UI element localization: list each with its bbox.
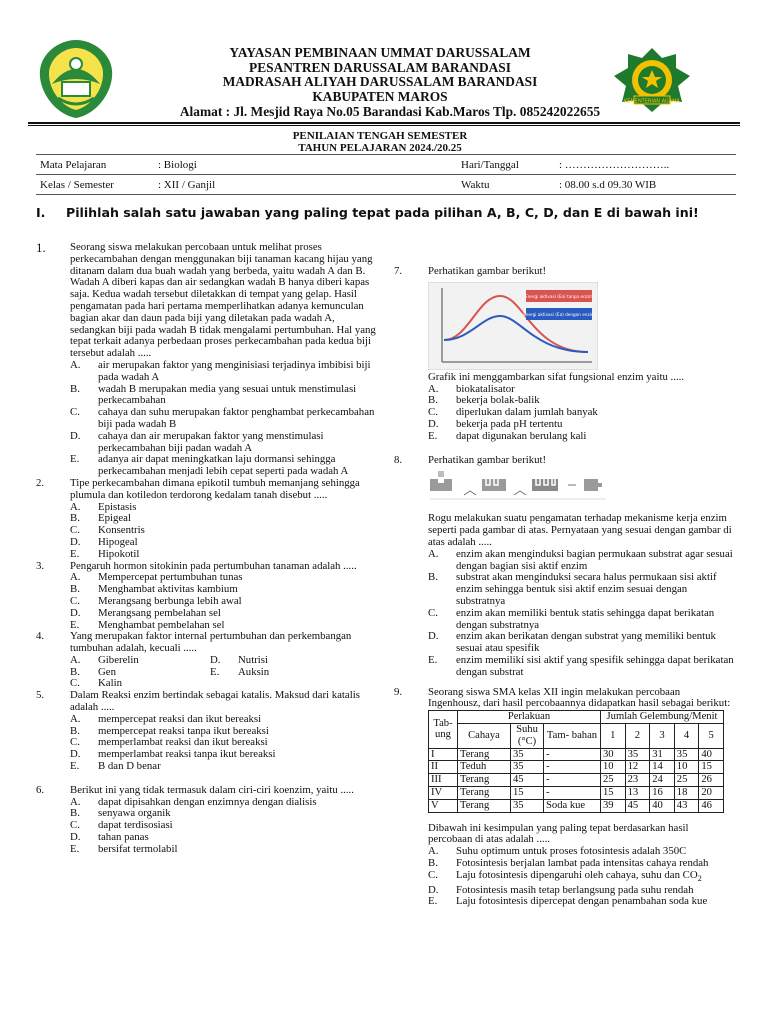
- option-d[interactable]: [70, 431, 376, 455]
- option-e[interactable]: [428, 896, 734, 908]
- table-cell: 23: [625, 774, 650, 787]
- option-letter: D.: [70, 429, 81, 442]
- option-text: enzim akan memiliki bentuk statis sehingga dapat berikatan dengan substratnya: [456, 606, 715, 631]
- table-cell: 14: [650, 761, 675, 774]
- question-number: 1.: [36, 240, 46, 255]
- table-cell: 10: [674, 761, 699, 774]
- table-cell: III: [429, 774, 458, 787]
- school-header: [140, 46, 620, 104]
- table-cell: Terang: [458, 748, 511, 761]
- table-cell: -: [544, 774, 601, 787]
- table-cell: 35: [511, 761, 544, 774]
- option-text: Auksin: [238, 665, 270, 678]
- table-cell: 20: [699, 786, 724, 799]
- section-text: Pilihlah salah satu jawaban yang paling tepat pada pilihan A, B, C, D, dan E di bawah ini!: [66, 205, 699, 220]
- table-cell: 35: [625, 748, 650, 761]
- table-header-row: [429, 723, 724, 748]
- option-d[interactable]: [428, 631, 734, 655]
- table-cell: 15: [601, 786, 626, 799]
- table-cell: 45: [625, 799, 650, 812]
- header-col-1: 1: [601, 723, 626, 748]
- subject-label: Mata Pelajaran: [36, 155, 154, 175]
- day-label: Hari/Tanggal: [457, 155, 555, 175]
- option-letter: A.: [428, 382, 439, 395]
- question-text: Tipe perkecambahan dimana epikotil tumbuh memanjang sehingga plumula dan kotiledon terdorong kedalam tanah disebut .....: [70, 476, 360, 501]
- option-letter: E.: [70, 618, 80, 631]
- option-letter: D.: [428, 630, 439, 643]
- table-cell: Soda kue: [544, 799, 601, 812]
- option-text: Hipogeal: [98, 535, 138, 548]
- question-8: [394, 455, 734, 679]
- class-label: Kelas / Semester: [36, 175, 154, 195]
- table-cell: 24: [650, 774, 675, 787]
- question-1: [36, 242, 376, 478]
- table-header-row: [429, 711, 724, 724]
- question-number: 5.: [36, 689, 45, 702]
- header-foundation: YAYASAN PEMBINAAN UMMAT DARUSSALAM: [229, 45, 531, 60]
- option-letter: B.: [70, 512, 80, 525]
- table-cell: 43: [674, 799, 699, 812]
- table-cell: 35: [511, 748, 544, 761]
- question-text: Pengaruh hormon sitokinin pada pertumbuhan tanaman adalah .....: [70, 559, 357, 572]
- option-letter: B.: [70, 724, 80, 737]
- school-logo: [32, 34, 120, 122]
- option-text: Merangsang berbunga lebih awal: [98, 594, 242, 607]
- option-letter: B.: [70, 665, 80, 678]
- question-number: 7.: [394, 265, 403, 277]
- option-text: Hipokotil: [98, 547, 140, 560]
- option-col: [210, 655, 350, 690]
- option-letter: B.: [70, 807, 80, 820]
- option-a[interactable]: [70, 360, 376, 384]
- table-row: [429, 786, 724, 799]
- option-grid: [36, 655, 376, 690]
- option-text: Epistasis: [98, 500, 137, 513]
- table-cell: 35: [674, 748, 699, 761]
- table-row: [429, 799, 724, 812]
- option-letter: C.: [428, 868, 438, 881]
- option-c[interactable]: [428, 608, 734, 632]
- option-letter: E.: [70, 760, 80, 773]
- option-letter: E.: [428, 653, 438, 666]
- class-value: : XII / Ganjil: [154, 175, 457, 195]
- option-text: enzim akan menginduksi bagian permukaan substrat agar sesuai dengan bagian sisi aktif enzim: [456, 547, 733, 572]
- question-7: [394, 266, 734, 443]
- option-text: Epigeal: [98, 512, 131, 525]
- header-col-4: 4: [674, 723, 699, 748]
- subscript: 2: [697, 873, 702, 883]
- header-suhu: Suhu (°C): [511, 723, 544, 748]
- option-letter: B.: [70, 583, 80, 596]
- option-b[interactable]: [70, 384, 376, 408]
- table-cell: 12: [625, 761, 650, 774]
- option-text: air merupakan faktor yang menginisiasi terjadinya imbibisi biji pada wadah A: [98, 358, 371, 383]
- header-perlakuan: Perlakuan: [458, 711, 601, 724]
- question-text-2: Dibawah ini kesimpulan yang paling tepat berdasarkan hasil percobaan di atas adalah .....: [428, 821, 689, 846]
- header-pesantren: PESANTREN DARUSSALAM BARANDASI: [249, 59, 511, 75]
- table-cell: 39: [601, 799, 626, 812]
- table-cell: 16: [650, 786, 675, 799]
- question-number: 9.: [394, 685, 403, 698]
- question-text: Yang merupakan faktor internal pertumbuhan dan perkembangan tumbuhan adalah, kecuali .....: [70, 630, 352, 655]
- table-cell: Terang: [458, 774, 511, 787]
- table-cell: Terang: [458, 786, 511, 799]
- table-cell: 30: [601, 748, 626, 761]
- question-text: Dalam Reaksi enzim bertindak sebagai katalis. Maksud dari katalis adalah .....: [70, 689, 360, 714]
- option-text: Menghambat aktivitas kambium: [98, 583, 238, 596]
- table-cell: 40: [650, 799, 675, 812]
- table-cell: 13: [625, 786, 650, 799]
- header-divider: [28, 122, 740, 124]
- option-letter: B.: [428, 856, 438, 869]
- question-number: 4.: [36, 630, 45, 643]
- table-row: [429, 774, 724, 787]
- table-cell: Terang: [458, 799, 511, 812]
- header-col-5: 5: [699, 723, 724, 748]
- graph-label-without-enzyme: Energi aktivasi (Ea) tanpa enzim: [524, 293, 594, 299]
- option-letter: E.: [70, 842, 80, 855]
- ingenhousz-table: [428, 710, 724, 812]
- header-divider-thin: [28, 125, 740, 126]
- enzyme-mechanism-figure: [428, 469, 608, 507]
- option-text: B dan D benar: [98, 760, 161, 773]
- option-text: dapat dipisahkan dengan enzimnya dengan dialisis: [98, 795, 317, 808]
- option-e[interactable]: [210, 667, 350, 679]
- option-text: Fotosintesis berjalan lambat pada intensitas cahaya rendah: [456, 856, 709, 869]
- option-text: wadah B merupakan media yang sesuai untuk menstimulasi perkecambahan: [98, 382, 357, 407]
- question-text-2: Rogu melakukan suatu pengamatan terhadap mekanisme kerja enzim seperti pada gambar di atas. Pernyataan yang sesuai dengan gambar di atas adalah .....: [428, 512, 732, 548]
- option-text: adanya air dapat meningkatkan laju dormansi sehingga perkecambahan menjadi lebih cepat seperti pada wadah A: [98, 453, 349, 478]
- graph-label-with-enzyme: Energi aktivasi (Ea) dengan enzim: [523, 311, 595, 317]
- option-text: memperlambat reaksi dan ikut bereaksi: [98, 736, 268, 749]
- option-letter: E.: [428, 429, 438, 442]
- question-text: Perhatikan gambar berikut!: [428, 453, 547, 466]
- option-letter: A.: [428, 845, 439, 858]
- option-letter: A.: [70, 358, 81, 371]
- question-2: [36, 478, 376, 561]
- table-cell: IV: [429, 786, 458, 799]
- option-letter: B.: [428, 571, 438, 584]
- option-letter: E.: [70, 547, 80, 560]
- question-3: [36, 561, 376, 632]
- day-value: : ………………………..: [555, 155, 736, 175]
- question-text: Perhatikan gambar berikut!: [428, 265, 547, 277]
- option-e[interactable]: [428, 655, 734, 679]
- table-cell: II: [429, 761, 458, 774]
- table-cell: 25: [601, 774, 626, 787]
- option-letter: A.: [70, 712, 81, 725]
- option-letter: D.: [70, 748, 81, 761]
- option-text: dapat digunakan berulang kali: [456, 429, 587, 442]
- option-letter: A.: [70, 500, 81, 513]
- question-number: 3.: [36, 559, 45, 572]
- subject-value: : Biologi: [154, 155, 457, 175]
- option-text: tahan panas: [98, 831, 149, 844]
- option-e[interactable]: [70, 454, 376, 478]
- option-text: bersifat termolabil: [98, 842, 178, 855]
- option-text: enzim memiliki sisi aktif yang spesifik sehingga dapat berikatan dengan substrat: [456, 653, 734, 678]
- header-regency: KABUPATEN MAROS: [312, 88, 448, 104]
- table-cell: 40: [699, 748, 724, 761]
- option-text: biokatalisator: [456, 382, 515, 395]
- option-text: Gen: [98, 665, 116, 678]
- option-e[interactable]: [428, 431, 734, 443]
- option-letter: A.: [70, 653, 81, 666]
- option-e[interactable]: [70, 844, 376, 856]
- table-cell: -: [544, 748, 601, 761]
- enzyme-energy-graph: [428, 282, 598, 370]
- option-letter: C.: [70, 819, 80, 832]
- option-b[interactable]: [70, 667, 210, 679]
- option-text: memperlambat reaksi tanpa ikut bereaksi: [98, 748, 276, 761]
- option-letter: D.: [70, 831, 81, 844]
- table-cell: Teduh: [458, 761, 511, 774]
- section-number: I.: [36, 205, 46, 220]
- info-row: [36, 155, 736, 175]
- option-text: Konsentris: [98, 524, 145, 537]
- option-c[interactable]: [428, 870, 734, 885]
- exam-name: PENILAIAN TENGAH SEMESTER: [292, 130, 468, 142]
- table-row: [429, 748, 724, 761]
- section-instruction: [36, 206, 736, 220]
- option-letter: D.: [428, 883, 439, 896]
- option-a[interactable]: [428, 549, 734, 573]
- question-number: 8.: [394, 453, 403, 466]
- option-letter: E.: [210, 665, 220, 678]
- option-letter: C.: [70, 594, 80, 607]
- school-address: Alamat : Jl. Mesjid Raya No.05 Barandasi Kab.Maros Tlp. 085242022655: [179, 104, 601, 119]
- option-letter: C.: [70, 736, 80, 749]
- header-jumlah: Jumlah Gelembung/Menit: [601, 711, 724, 724]
- option-col: [70, 655, 210, 690]
- table-cell: 10: [601, 761, 626, 774]
- table-cell: 18: [674, 786, 699, 799]
- option-letter: D.: [70, 535, 81, 548]
- option-text: mempercepat reaksi tanpa ikut bereaksi: [98, 724, 269, 737]
- table-cell: 15: [511, 786, 544, 799]
- option-text: dapat terdisosiasi: [98, 819, 173, 832]
- ministry-logo-text: KEMENTERIAN AGAMA: [624, 98, 680, 105]
- option-text: Giberelin: [98, 653, 139, 666]
- option-letter: C.: [428, 406, 438, 419]
- option-text: Laju fotosintesis dipengaruhi oleh cahaya, suhu dan CO: [456, 868, 698, 881]
- question-number: 2.: [36, 476, 45, 489]
- option-letter: E.: [428, 895, 438, 908]
- header-tambahan: Tam- bahan: [544, 723, 601, 748]
- option-c[interactable]: [70, 407, 376, 431]
- option-d[interactable]: [210, 655, 350, 667]
- exam-year: TAHUN PELAJARAN 2024./20.25: [298, 142, 462, 154]
- option-text: enzim akan berikatan dengan substrat yang memiliki bentuk sesuai atau spesifik: [456, 630, 716, 655]
- option-letter: B.: [428, 394, 438, 407]
- option-text: substrat akan menginduksi secara halus permukaan sisi aktif enzim sehingga bentuk sisi aktif enzim sesuai dengan substratnya: [456, 571, 717, 607]
- table-cell: -: [544, 761, 601, 774]
- option-text: bekerja bolak-balik: [456, 394, 540, 407]
- table-cell: V: [429, 799, 458, 812]
- option-text: Suhu optimum untuk proses fotosintesis adalah 350C: [456, 845, 687, 858]
- table-cell: 46: [699, 799, 724, 812]
- option-text: Kalin: [98, 677, 122, 690]
- option-letter: E.: [70, 453, 80, 466]
- table-cell: I: [429, 748, 458, 761]
- option-letter: A.: [428, 547, 439, 560]
- option-letter: D.: [210, 653, 221, 666]
- option-letter: C.: [428, 606, 438, 619]
- question-number: 6.: [36, 783, 45, 796]
- option-text: bekerja pada pH tertentu: [456, 417, 563, 430]
- table-cell: 25: [674, 774, 699, 787]
- option-e[interactable]: [70, 761, 376, 773]
- option-letter: B.: [70, 382, 80, 395]
- option-text: cahaya dan suhu merupakan faktor penghambat perkecambahan biji pada wadah B: [98, 406, 375, 430]
- option-text: diperlukan dalam jumlah banyak: [456, 406, 598, 419]
- option-letter: D.: [70, 606, 81, 619]
- table-cell: 45: [511, 774, 544, 787]
- question-5: [36, 690, 376, 773]
- table-cell: 35: [511, 799, 544, 812]
- option-text: mempercepat reaksi dan ikut bereaksi: [98, 712, 262, 725]
- option-text: Menghambat pembelahan sel: [98, 618, 225, 631]
- option-letter: C.: [70, 406, 80, 419]
- question-text: Seorang siswa SMA kelas XII ingin melakukan percobaan Ingenhousz, dari hasil percobaannya didapatkan hasil sebagai berikut:: [428, 685, 731, 710]
- header-madrasah: MADRASAH ALIYAH DARUSSALAM BARANDASI: [222, 74, 538, 90]
- option-text: Merangsang pembelahan sel: [98, 606, 221, 619]
- exam-title: [140, 130, 620, 154]
- table-cell: 15: [699, 761, 724, 774]
- exam-info-table: [36, 154, 736, 195]
- header-tabung: Tab- ung: [429, 711, 458, 748]
- table-row: [429, 761, 724, 774]
- option-letter: C.: [70, 677, 80, 690]
- option-a[interactable]: [70, 655, 210, 667]
- header-col-2: 2: [625, 723, 650, 748]
- option-letter: D.: [428, 417, 439, 430]
- header-col-3: 3: [650, 723, 675, 748]
- table-body: [429, 748, 724, 812]
- table-cell: 26: [699, 774, 724, 787]
- option-letter: A.: [70, 795, 81, 808]
- table-cell: -: [544, 786, 601, 799]
- question-4: [36, 631, 376, 690]
- option-text: cahaya dan air merupakan faktor yang menstimulasi perkecambahan biji padan wadah A: [98, 429, 324, 454]
- time-label: Waktu: [457, 175, 555, 195]
- info-row: [36, 175, 736, 195]
- question-text: Seorang siswa melakukan percobaan untuk melihat proses perkecambahan dengan menggunakan biji tanaman kacang hijau yang ditanam dalam dua buah wadah yang berbeda, yaitu wadah A dan B. Wadah A diberi kapas dan air sedangkan wadah B hanya diberi kapas saja. Kedua wadah tersebut diletakkan di tempat yang gelap. Hasil pengamatan pada hari pertama memperlihatkan adanya kemunculan bagian akar dan daun pada biji yang diletakan pada wadah A, sedangkan biji pada wadah B tidak mengalami pertumbuhan. Hal yang tepat terkait adanya perbedaan proses perkecambahan pada kedua biji tersebut adalah .....: [70, 241, 376, 360]
- question-9: [394, 687, 734, 909]
- option-text: Mempercepat pertumbuhan tunas: [98, 571, 243, 584]
- option-e[interactable]: [70, 549, 376, 561]
- question-text-2: Grafik ini menggambarkan sifat fungsional enzim yaitu .....: [428, 370, 685, 383]
- time-value: : 08.00 s.d 09.30 WIB: [555, 175, 736, 195]
- option-text: senyawa organik: [98, 807, 171, 820]
- option-text: Nutrisi: [238, 653, 268, 666]
- option-letter: C.: [70, 524, 80, 537]
- option-text: Fotosintesis masih tetap berlangsung pada suhu rendah: [456, 883, 694, 896]
- left-column: [36, 242, 376, 856]
- question-6: [36, 785, 376, 856]
- question-text: Berikut ini yang tidak termasuk dalam ciri-ciri koenzim, yaitu .....: [70, 783, 354, 796]
- option-text: Laju fotosintesis dipercepat dengan penambahan soda kue: [456, 895, 708, 908]
- right-column: [394, 266, 734, 908]
- option-b[interactable]: [428, 572, 734, 607]
- table-cell: 31: [650, 748, 675, 761]
- header-cahaya: Cahaya: [458, 723, 511, 748]
- option-letter: A.: [70, 571, 81, 584]
